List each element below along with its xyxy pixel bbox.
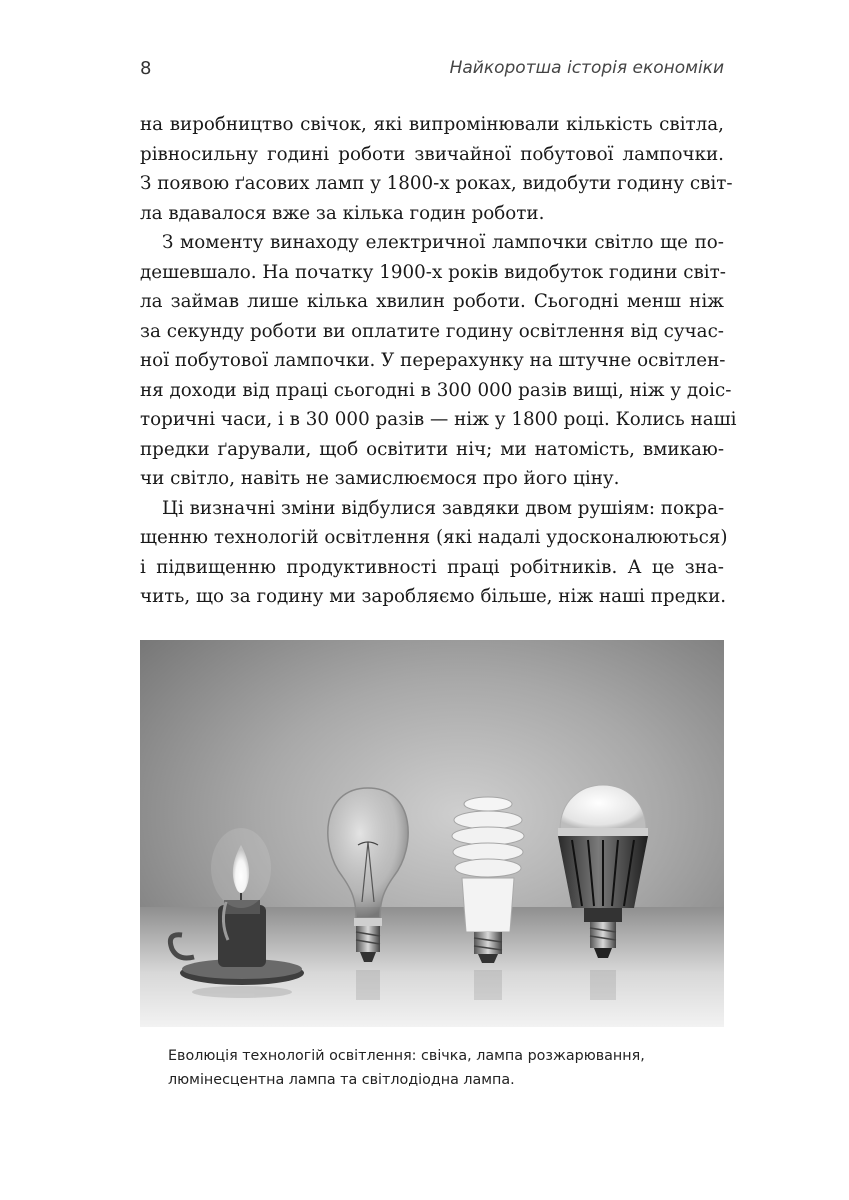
text-line: ня доходи від праці сьогодні в 300 000 разів вищі, ніж у доіс- [140, 379, 732, 401]
text-line: щенню технологій освітлення (які надалі удосконалюються) [140, 527, 728, 548]
text-line: за секунду роботи ви оплатите годину освітлення від сучас- [140, 320, 724, 342]
photo-illustration [140, 640, 724, 1027]
text-line: рівносильну годині роботи звичайної побутової лампочки. [140, 143, 724, 165]
text-line: ла займав лише кілька хвилин роботи. Сьогодні менш ніж [140, 291, 724, 312]
candle [170, 828, 304, 985]
page-number: 8 [140, 58, 152, 79]
text-line: торичні часи, і в 30 000 разів — ніж у 1800 році. Колись наші [140, 409, 737, 430]
caption-line: люмінесцентна лампа та світлодіодна лампа. [168, 1072, 515, 1088]
cfl-bulb [452, 797, 524, 963]
caption-line: Еволюція технологій освітлення: свічка, лампа розжарювання, [168, 1048, 645, 1064]
text-line: ної побутової лампочки. У перерахунку на штучне освітлен- [140, 350, 726, 371]
running-head [140, 52, 724, 92]
text-line: дешевшало. На початку 1900-х років видобуток години світ- [140, 261, 726, 283]
text-line: чить, що за годину ми заробляємо більше, ніж наші предки. [140, 586, 727, 607]
text-line: предки ґарували, щоб освітити ніч; ми натомість, вмикаю- [140, 438, 724, 460]
text-line: З моменту винаходу електричної лампочки світло ще по- [162, 232, 724, 253]
text-line: Ці визначні зміни відбулися завдяки двом рушіям: покра- [162, 497, 725, 519]
text-line: і підвищенню продуктивності праці робітників. А це зна- [140, 556, 724, 578]
body-text [140, 110, 737, 612]
text-line: на виробництво свічок, які випромінювали кількість світла, [140, 114, 724, 135]
book-title: Найкоротша історія економіки [449, 58, 724, 78]
lighting-evolution-photo [140, 640, 724, 1027]
led-bulb [558, 785, 648, 958]
text-line: З появою ґасових ламп у 1800-х роках, видобути годину світ- [140, 173, 733, 194]
incandescent-bulb [328, 788, 408, 962]
text-line: чи світло, навіть не замислюємося про його ціну. [140, 468, 620, 489]
text-line: ла вдавалося вже за кілька годин роботи. [140, 202, 545, 224]
figure-caption [168, 1044, 708, 1092]
